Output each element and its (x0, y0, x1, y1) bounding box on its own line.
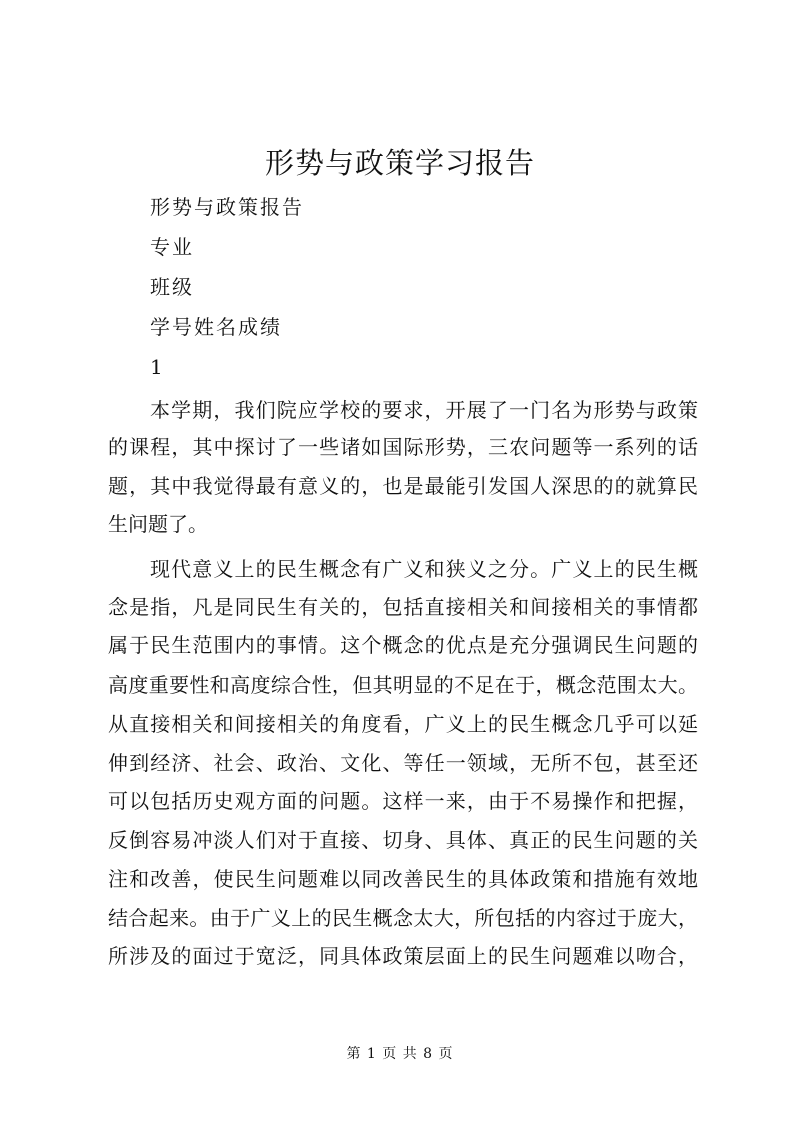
paragraph-line: 题，其中我觉得最有意义的，也是最能引发国人深思的的就算民 (108, 474, 698, 498)
section-number: 1 (150, 355, 165, 379)
paragraph-line: 的课程，其中探讨了一些诸如国际形势，三农问题等一系列的话 (108, 435, 698, 459)
student-info-label: 学号姓名成绩 (150, 315, 282, 339)
paragraph-line: 生问题了。 (108, 512, 208, 536)
class-label: 班级 (150, 275, 194, 299)
paragraph-line: 注和改善，使民生问题难以同改善民生的具体政策和措施有效地 (108, 867, 698, 891)
document-title: 形势与政策学习报告 (264, 146, 535, 180)
paragraph-line: 从直接相关和间接相关的角度看，广义上的民生概念几乎可以延 (108, 712, 698, 736)
paragraph-line: 反倒容易冲淡人们对于直接、切身、具体、真正的民生问题的关 (108, 828, 698, 852)
paragraph-line: 念是指，凡是同民生有关的，包括直接相关和间接相关的事情都 (108, 595, 698, 619)
major-label: 专业 (150, 235, 194, 259)
paragraph-line: 高度重要性和高度综合性，但其明显的不足在于，概念范围太大。 (108, 673, 698, 697)
paragraph-line: 所涉及的面过于宽泛，同具体政策层面上的民生问题难以吻合， (108, 944, 698, 968)
paragraph-line: 伸到经济、社会、政治、文化、等任一领域，无所不包，甚至还 (108, 751, 698, 775)
report-subtitle: 形势与政策报告 (150, 195, 304, 219)
paragraph-line: 现代意义上的民生概念有广义和狭义之分。广义上的民生概 (150, 557, 698, 581)
paragraph-line: 结合起来。由于广义上的民生概念太大，所包括的内容过于庞大， (108, 906, 698, 930)
page-footer: 第 1 页 共 8 页 (346, 1046, 454, 1062)
paragraph-line: 本学期，我们院应学校的要求，开展了一门名为形势与政策 (150, 398, 698, 422)
paragraph-line: 可以包括历史观方面的问题。这样一来，由于不易操作和把握， (108, 789, 698, 813)
paragraph-line: 属于民生范围内的事情。这个概念的优点是充分强调民生问题的 (108, 633, 698, 657)
